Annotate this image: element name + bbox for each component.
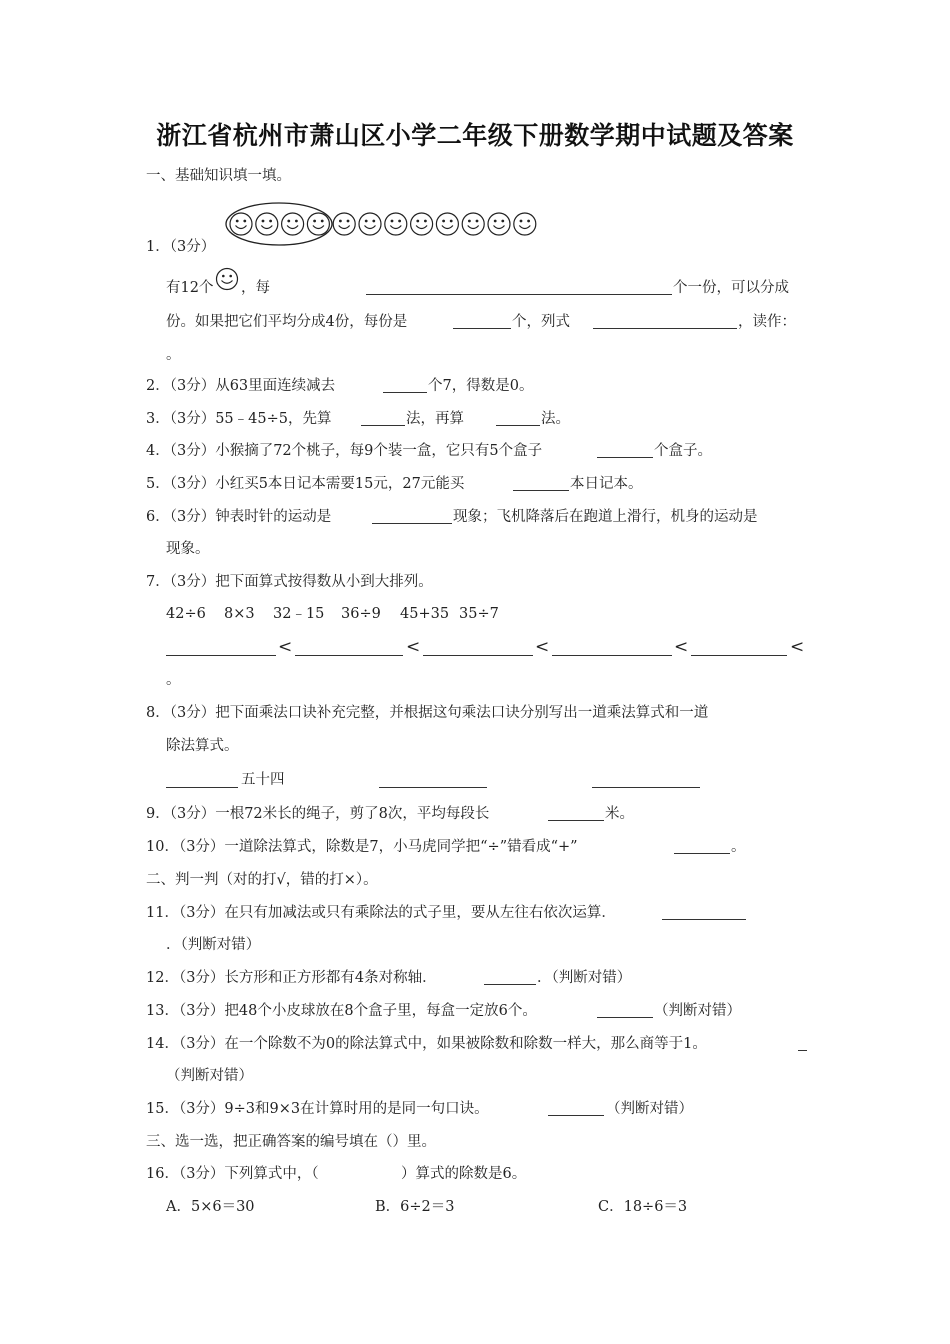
- q13-blank[interactable]: [597, 1017, 653, 1018]
- q16-option-a[interactable]: A．5×6＝30: [166, 1199, 255, 1215]
- q16-option-c[interactable]: C．18÷6＝3: [598, 1199, 688, 1215]
- q10-text-b: 。: [731, 839, 746, 855]
- q7-blank-4[interactable]: [552, 655, 672, 656]
- q8-blank-1[interactable]: [166, 787, 238, 788]
- smiley-face-icon: [256, 213, 278, 235]
- q11-text-b: ．（判断对错）: [166, 937, 261, 953]
- q7-expr-6: 35÷7: [459, 606, 499, 622]
- page-title: 浙江省杭州市萧山区小学二年级下册数学期中试题及答案: [156, 121, 794, 150]
- q7-end: 。: [166, 672, 181, 688]
- q9-text-b: 米。: [605, 806, 634, 822]
- q2-text-a: 2．（3分）从63里面连续减去: [146, 378, 336, 394]
- q7-expr-1: 42÷6: [166, 606, 206, 622]
- smiley-face-icon: [359, 213, 381, 235]
- smiley-face-icon: [488, 213, 510, 235]
- q7-expr-5: 45+35: [400, 606, 450, 622]
- q7-blank-1[interactable]: [166, 655, 276, 656]
- q1-text-b: ，每: [241, 280, 270, 296]
- q5-text-a: 5．（3分）小红买5本日记本需要15元，27元能买: [146, 476, 465, 492]
- q7-blank-5[interactable]: [691, 655, 787, 656]
- q15-text-a: 15．（3分）9÷3和9×3在计算时用的是同一句口诀。: [146, 1101, 489, 1117]
- q6-blank-1[interactable]: [372, 523, 452, 524]
- q11-blank[interactable]: [662, 919, 746, 920]
- q8-blank-3[interactable]: [592, 787, 700, 788]
- q12-text-a: 12．（3分）长方形和正方形都有4条对称轴．: [146, 970, 437, 986]
- q1-number: 1．（3分）: [146, 239, 216, 255]
- q13-text-b: （判断对错）: [654, 1003, 741, 1019]
- q1-blank-1[interactable]: [366, 294, 672, 295]
- q1-text-line2a: 份。如果把它们平均分成4份，每份是: [166, 314, 408, 330]
- q4-text-a: 4．（3分）小猴摘了72个桃子，每9个装一盒，它只有5个盒子: [146, 443, 543, 459]
- q2-text-b: 个7，得数是0。: [428, 378, 534, 394]
- smiley-face-icon: [385, 213, 407, 235]
- q14-blank[interactable]: [798, 1050, 807, 1051]
- q13-text-a: 13．（3分）把48个小皮球放在8个盒子里，每盒一定放6个。: [146, 1003, 537, 1019]
- q1-text-line3: 。: [166, 347, 181, 363]
- q1-text-a: 有12个: [166, 280, 214, 296]
- q6-text-b: 现象；飞机降落后在跑道上滑行，机身的运动是: [453, 509, 758, 525]
- q10-blank[interactable]: [674, 853, 730, 854]
- q7-lt-2: <: [406, 637, 421, 657]
- q10-text-a: 10．（3分）一道除法算式，除数是7，小马虎同学把“÷”错看成“+”: [146, 839, 578, 855]
- q3-text-c: 法。: [541, 411, 570, 427]
- q14-text-a: 14．（3分）在一个除数不为0的除法算式中，如果被除数和除数一样大，那么商等于1。: [146, 1036, 707, 1052]
- q1-blank-2[interactable]: [453, 328, 511, 329]
- q5-blank[interactable]: [513, 490, 569, 491]
- q3-blank-1[interactable]: [361, 425, 405, 426]
- q7-lt-4: <: [674, 637, 689, 657]
- q7-lt-3: <: [535, 637, 550, 657]
- q16-text-b: ）算式的除数是6。: [401, 1166, 527, 1182]
- q7-lt-1: <: [278, 637, 293, 657]
- smiley-face-icon: [282, 213, 304, 235]
- q15-text-b: （判断对错）: [606, 1101, 693, 1117]
- section-2-heading: 二、判一判（对的打√，错的打×）。: [146, 872, 378, 888]
- smiley-face-icon: [333, 213, 355, 235]
- q7-blank-3[interactable]: [423, 655, 533, 656]
- smiley-face-icon: [436, 213, 458, 235]
- smiley-face-icon: [307, 213, 329, 235]
- q1-text-line2b: 个，列式: [512, 314, 570, 330]
- q7-expr-2: 8×3: [224, 606, 255, 622]
- group-ellipse: [226, 203, 332, 245]
- q15-blank[interactable]: [548, 1115, 604, 1116]
- q4-text-b: 个盒子。: [654, 443, 712, 459]
- smiley-face-icon: [411, 213, 433, 235]
- q6-text-a: 6．（3分）钟表时针的运动是: [146, 509, 332, 525]
- q5-text-b: 本日记本。: [570, 476, 643, 492]
- q3-text-b: 法，再算: [406, 411, 464, 427]
- q7-text-a: 7．（3分）把下面算式按得数从小到大排列。: [146, 574, 433, 590]
- q7-blank-2[interactable]: [295, 655, 403, 656]
- q3-blank-2[interactable]: [496, 425, 540, 426]
- q7-expr-3: 32﹣15: [273, 606, 325, 622]
- q8-text-a: 8．（3分）把下面乘法口诀补充完整，并根据这句乘法口诀分别写出一道乘法算式和一道: [146, 705, 709, 721]
- q2-blank[interactable]: [383, 392, 427, 393]
- q14-text-b: （判断对错）: [166, 1068, 253, 1084]
- q1-line1: [166, 278, 213, 298]
- q8-text-c: 五十四: [241, 772, 285, 788]
- q7-lt-5: <: [790, 637, 805, 657]
- section-3-heading: 三、选一选，把正确答案的编号填在（）里。: [146, 1134, 436, 1150]
- smiley-face-icon: [215, 267, 241, 293]
- q1-text-c: 个一份，可以分成: [673, 280, 789, 296]
- q16-option-b[interactable]: B．6÷2＝3: [375, 1199, 455, 1215]
- q11-text-a: 11．（3分）在只有加减法或只有乘除法的式子里，要从左往右依次运算．: [146, 905, 616, 921]
- q6-text-c: 现象。: [166, 541, 210, 557]
- smiley-face-icon: [514, 213, 536, 235]
- q12-blank[interactable]: [484, 984, 536, 985]
- q1-blank-3[interactable]: [593, 328, 737, 329]
- q16-text-a: 16．（3分）下列算式中，（: [146, 1166, 319, 1182]
- section-1-heading: 一、基础知识填一填。: [146, 168, 291, 184]
- smiley-row: [225, 202, 545, 248]
- q12-text-b: ．（判断对错）: [537, 970, 632, 986]
- q9-blank[interactable]: [548, 820, 604, 821]
- smiley-face-icon: [462, 213, 484, 235]
- q3-text-a: 3．（3分）55﹣45÷5，先算: [146, 411, 332, 427]
- q7-expr-4: 36÷9: [341, 606, 381, 622]
- q8-text-b: 除法算式。: [166, 738, 239, 754]
- q9-text-a: 9．（3分）一根72米长的绳子，剪了8次，平均每段长: [146, 806, 490, 822]
- q1-text-line2c: ，读作：: [738, 314, 796, 330]
- q8-blank-2[interactable]: [379, 787, 487, 788]
- smiley-face-icon: [230, 213, 252, 235]
- q4-blank[interactable]: [597, 457, 653, 458]
